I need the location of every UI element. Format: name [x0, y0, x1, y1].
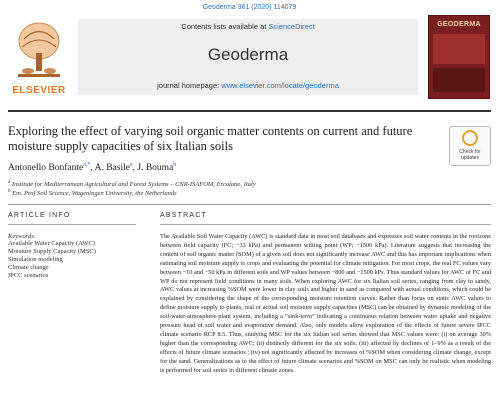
article-title: Exploring the effect of varying soil organic matter contents on current and future moisture supply capacities of six Italian soils — [8, 124, 413, 153]
affiliation-sup: a — [8, 180, 11, 185]
author-list — [8, 162, 428, 173]
affiliation-a — [8, 180, 488, 188]
abstract-heading: ABSTRACT — [160, 212, 207, 219]
elsevier-logo[interactable] — [8, 15, 70, 103]
article-info-heading: ARTICLE INFO — [8, 212, 71, 219]
journal-banner — [78, 19, 418, 95]
cover-title: GEODERMA — [437, 21, 481, 28]
keyword-item[interactable]: Climate change — [8, 264, 49, 271]
check-updates-icon — [462, 130, 478, 146]
sciencedirect-link[interactable]: ScienceDirect — [268, 22, 315, 31]
author-separator: , — [132, 163, 138, 174]
affiliation-b — [8, 189, 488, 197]
journal-citation-link[interactable]: Geoderma 361 (2020) 114079 — [202, 4, 297, 11]
cover-graphic-lower — [433, 68, 485, 92]
homepage-line — [78, 81, 418, 90]
keywords-label: Keywords: — [8, 233, 36, 240]
journal-name[interactable]: Geoderma — [207, 45, 289, 64]
affiliation-text: Em. Prof Soil Science, Wageningen University, the Netherlands — [12, 190, 177, 198]
journal-header — [8, 15, 491, 107]
affiliation-sup: b — [8, 189, 11, 194]
author-name-link[interactable]: J. Bouma — [137, 163, 174, 174]
article-info-divider — [8, 224, 136, 225]
author-separator: , — [90, 163, 95, 174]
header-divider — [8, 110, 491, 112]
author-affil-sup[interactable]: a,* — [83, 162, 91, 168]
abstract-panel — [160, 212, 491, 376]
affiliation-text: Institute for Mediterranean Agricultural and Forest Systems – CNR-ISAFOM, Ercolano, Italy — [11, 181, 256, 189]
author-name-link[interactable]: Antonello Bonfante — [8, 163, 84, 174]
author-name-link[interactable]: A. Basile — [94, 163, 130, 174]
check-for-updates-button[interactable] — [449, 126, 491, 166]
journal-cover-image[interactable] — [428, 15, 490, 99]
journal-homepage-link[interactable]: www.elsevier.com/locate/geoderma — [221, 81, 339, 90]
author-affil-sup[interactable]: a — [129, 162, 133, 168]
keyword-item[interactable]: Available Water Capacity (AWC) — [8, 240, 95, 247]
article-info-panel — [8, 212, 136, 280]
homepage-prefix: journal homepage: — [157, 81, 222, 90]
author-affil-sup[interactable]: b — [173, 162, 177, 168]
contents-line — [78, 22, 418, 31]
check-updates-label: Check for updates — [459, 149, 481, 161]
elsevier-wordmark: ELSEVIER — [12, 85, 66, 96]
contents-prefix: Contents lists available at — [181, 22, 269, 31]
abstract-divider — [160, 224, 491, 225]
cover-graphic — [433, 34, 485, 64]
keyword-item[interactable]: IPCC scenarios — [8, 272, 49, 279]
elsevier-tree-icon — [14, 19, 64, 81]
keyword-item[interactable]: Moisture Supply Capacity (MSC) — [8, 248, 96, 255]
abstract-text: The Available Soil Water Capacity (AWC) is standard data in most soil databases and expresses soil water contents in the rootzone between field capacity (FC; −33 kPa) and permanent wilting point (WP; −1500 kPa). Literature suggests that increasing the content of soil organic matter (SOM) of a given soil does not significantly increase AWC and this has important implications when estimating soil moisture supply to crops and evaluating the potential for climate mitigation. For most crops, the real FC values vary between −10 and −50 kPa in different soils and WP values between −800 and −1500 kPs. Thus standard values for AWC of FC and WP do not represent field conditions in many soils. When exploring AWC for six Italian soil series, ranging from clay to sandy, AWC values at increasing %SOM were lower in clay soils and higher in sand as compared with actual conditions, which could be explained by considering the shape of the corresponding moisture retention curves. Rather than focus on static AWC values to define moisture supply to plants, real or actual soil moisture supply capacities (MSC) can be obtained by dynamic modeling of the soil-water-atmosphere-plant system, including a “sink-term” indicating a continuous relation between water uptake and negative pressure head of soil water and evaporative demand. Also, only models allow exploration of the effects of future severe IPCC climate scenario RCP 8.5. Thus, studying MSC for the six Italian soil series showed that MSC values were: (i) on average 30% higher than the corresponding AWC; (ii) distinctly different for the six soils; (iii) affected by declines of 1–9% as a result of the effects of future climate scenarios.; (iv) not significantly affected by increases of %SOM when considering climate change, except for the sand. Generalizations as to the effect of future climate scenarios and %SOM on MSC can only be realistic when modeling is performed for soil series in different climate zones. — [160, 233, 491, 374]
keyword-item[interactable]: Simulation modeling — [8, 256, 63, 263]
author-divider — [8, 204, 491, 205]
